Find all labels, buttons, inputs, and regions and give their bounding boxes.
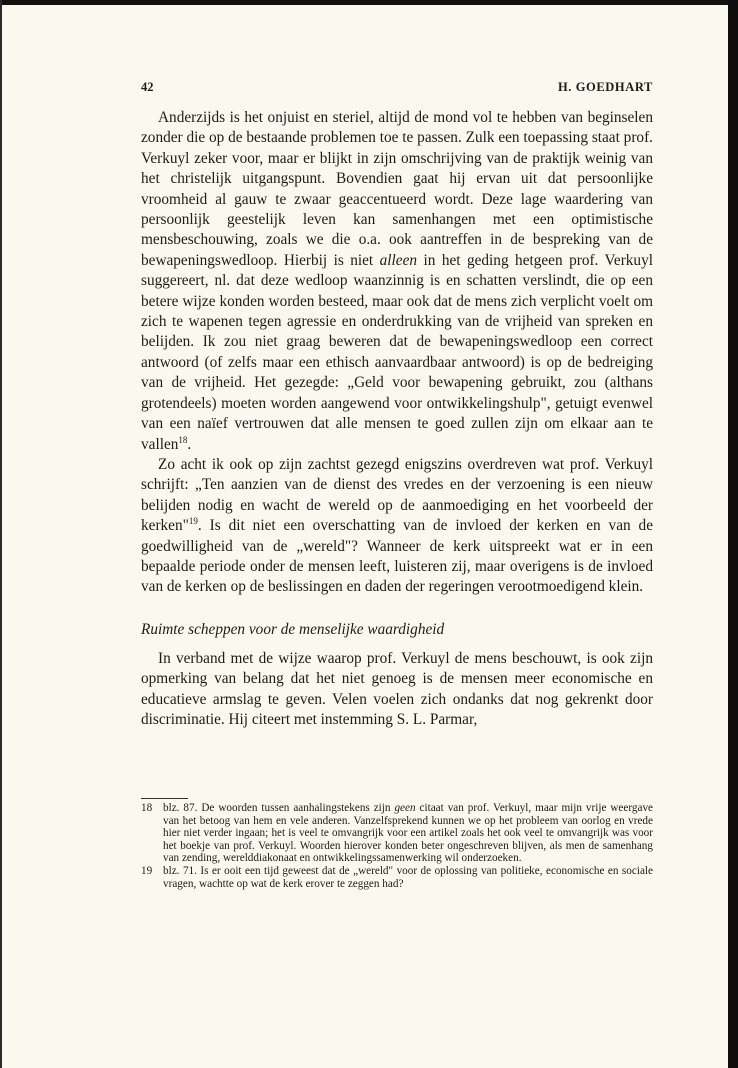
section-heading: Ruimte scheppen voor de menselijke waardigheid (141, 621, 445, 638)
emphasis: alleen (379, 251, 418, 269)
footnote-number: 19 (141, 864, 153, 877)
footnote (141, 802, 653, 865)
footnotes (141, 802, 653, 890)
section-body (141, 649, 653, 731)
scan-edge-top (0, 0, 738, 5)
paragraph: Anderzijds is het onjuist en steriel, altijd de mond vol te hebben van beginselen zonder die op de bestaande problemen toe te passen. Zulk een toepassing staat prof. Verkuyl zeker voor, maar er blijkt in zijn omschrijving van de praktijk weinig van het christelijk uitgangspunt. Bovendien gaat hij ervan uit dat persoonlijke vroomheid al gauw te zwaar geaccentueerd wordt. Deze lage waardering van persoonlijk geestelijk leven kan samenhangen met een optimistische mensbeschouwing, zoals we die o.a. ook aantreffen in de bespreking van de bewapeningswedloop. Hierbij is niet alleen in het geding hetgeen prof. Verkuyl suggereert, nl. dat deze wedloop waanzinnig is en schatten verslindt, die op een betere wijze konden worden besteed, maar ook dat de mens zich verplicht voelt om zich te wapenen tegen agressie en onderdrukking van de vrijheid van spreken en belijden. Ik zou niet graag beweren dat de bewapeningswedloop een correct antwoord (of zelfs maar een ethisch aanvaardbaar antwoord) is op de bedreiging van de vrijheid. Het gezegde: „Geld voor bewapening gebruikt, zou (althans grotendeels) moeten worden aangewend voor ontwikkelingshulp", getuigt evenwel van een naïef vertrouwen dat alle mensen te goed zullen zijn om elkaar aan te vallen$^{18}$. (141, 109, 653, 453)
footnote-text: blz. 87. De woorden tussen aanhalingstekens zijn geen citaat van prof. Verkuyl, maar mijn vrije weergave van het betoog van hem en vele anderen. Vanzelfsprekend kunnen we op het probleem van oorlog en vrede hier niet verder ingaan; het is veel te omvangrijk voor een artikel zoals het ook veel te omvangrijk was voor het boekje van prof. Verkuyl. Woorden hierover konden beter ongeschreven blijven, als men de samenhang van zending, werelddiakonaat en ontwikkelingssamenwerking wil onderzoeken. (163, 802, 654, 865)
paragraph: Zo acht ik ook op zijn zachtst gezegd enigszins overdreven wat prof. Verkuyl schrijft: „Ten aanzien van de dienst des vredes en der verzoening is een nieuw belijden nodig en wacht de wereld op de aanmoediging en het voorbeeld der kerken"$^{19}$. Is dit niet een overschatting van de invloed der kerken en van de goedwilligheid van de „wereld"? Wanneer de kerk uitspreekt wat er in een bepaalde periode onder de mensen leeft, luisteren zij, maar overigens is de invloed van de kerken op de beslissingen en daden der regeringen verootmoedigend klein. (141, 455, 653, 596)
body-text (141, 108, 653, 598)
footnote-ref: 19 (188, 516, 198, 527)
scan-edge-left (0, 0, 2, 1068)
footnote-ref: 18 (178, 434, 188, 445)
footnote (141, 865, 653, 890)
page-header (141, 80, 653, 98)
scan-edge-right (728, 0, 738, 1068)
footnote-text: blz. 71. Is er ooit een tijd geweest dat de „wereld" voor de oplossing van politieke, economische en sociale vragen, wachtte op wat de kerk erover te zeggen had? (163, 864, 653, 890)
footnote-number: 18 (141, 802, 153, 814)
footnote-rule (141, 798, 188, 799)
paragraph: In verband met de wijze waarop prof. Verkuyl de mens beschouwt, is ook zijn opmerking van belang dat het niet genoeg is de mensen meer economische en educatieve armslag te geven. Velen voelen zich ondanks dat nog gekrenkt door discriminatie. Hij citeert met instemming S. L. Parmar, (141, 650, 653, 729)
running-head: H. GOEDHART (557, 80, 653, 94)
page-number: 42 (141, 80, 154, 94)
